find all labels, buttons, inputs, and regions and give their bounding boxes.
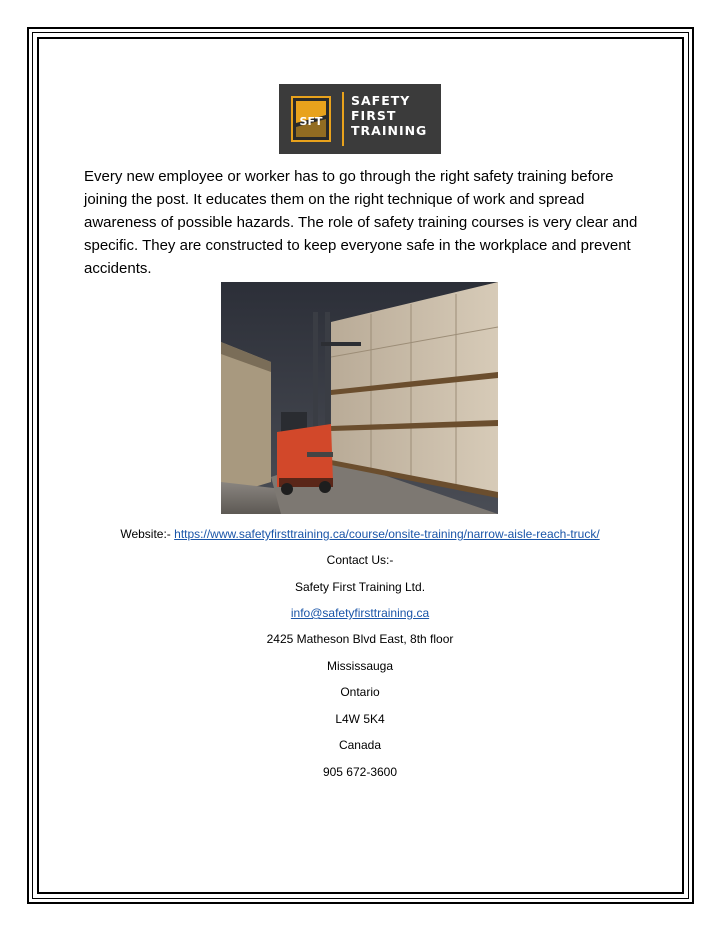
province: Ontario bbox=[340, 685, 380, 699]
logo-line-3: TRAINING bbox=[351, 123, 428, 138]
website-line bbox=[40, 527, 680, 542]
website-link[interactable]: https://www.safetyfirsttraining.ca/course/onsite-training/narrow-aisle-reach-truck/ bbox=[174, 527, 600, 541]
city: Mississauga bbox=[326, 659, 394, 673]
contact-heading: Contact Us:- bbox=[326, 553, 394, 567]
website-label: Website:- bbox=[120, 527, 171, 541]
warehouse-forklift-photo bbox=[221, 282, 498, 514]
street-address: 2425 Matheson Blvd East, 8th floor bbox=[266, 632, 454, 646]
phone-number: 905 672-3600 bbox=[322, 765, 398, 779]
email-line bbox=[40, 606, 680, 621]
intro-paragraph: Every new employee or worker has to go through the right safety training before joining the post. It educates them on the right technique of work and spread awareness of possible hazards. The role of safety training courses is very clear and specific. They are constructed to keep everyone safe in the workplace and prevent accidents. bbox=[84, 168, 638, 277]
logo-line-2: FIRST bbox=[351, 108, 397, 123]
sft-emblem-icon bbox=[290, 93, 334, 145]
company-logo bbox=[279, 84, 441, 154]
postal-code: L4W 5K4 bbox=[335, 712, 385, 726]
logo-mark-text: SFT bbox=[299, 115, 323, 128]
company-name: Safety First Training Ltd. bbox=[294, 580, 426, 594]
logo-divider bbox=[342, 92, 344, 146]
country: Canada bbox=[338, 738, 382, 752]
email-link[interactable]: info@safetyfirsttraining.ca bbox=[290, 606, 430, 620]
logo-line-1: SAFETY bbox=[351, 93, 411, 108]
